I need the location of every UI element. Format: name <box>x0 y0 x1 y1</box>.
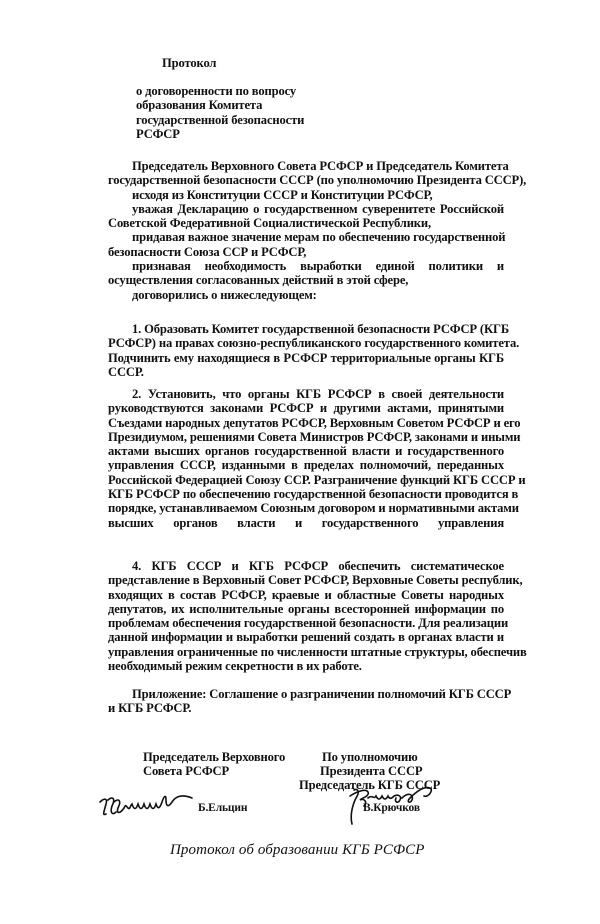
appendix-paragraph <box>108 687 512 716</box>
signatory-name: Б.Ельцин <box>198 802 248 814</box>
text-line: данной информации и выработки решений создать в органах власти и <box>108 630 504 645</box>
yeltsin-signature-icon <box>96 788 196 822</box>
preamble-paragraph <box>108 159 527 302</box>
text-line: высших органов власти и государственного управления <box>108 515 504 530</box>
item-2-paragraph <box>108 387 526 530</box>
text-line: проблемам обеспечения государственной безопасности. Для реализации <box>108 616 509 631</box>
text-line: управления СССР, изданными в пределах полномочий, переданных <box>108 458 504 473</box>
text-line: Российской Федерацией Союзу ССР. Разграничение функций КГБ СССР и <box>108 472 526 487</box>
subject-line: образования Комитета <box>136 98 263 113</box>
document-caption: Протокол об образовании КГБ РСФСР <box>170 842 425 858</box>
signatory-title: По уполномочию <box>322 750 418 764</box>
item-1-paragraph <box>108 322 520 379</box>
signatory-name: В.Крючков <box>363 802 420 814</box>
signatory-title: Совета РСФСР <box>143 764 229 779</box>
text-line: необходимый режим секретности в их работе. <box>108 659 362 674</box>
text-line: Приложение: Соглашение о разграничении полномочий КГБ СССР <box>132 687 512 701</box>
text-line: уважая Декларацию о государственном суверенитете Российской <box>132 201 504 216</box>
text-line: актами высших органов государственной власти и государственного <box>108 444 504 459</box>
text-line: и КГБ РСФСР. <box>108 701 192 716</box>
text-line: управления ограниченные по численности штатные структуры, обеспечив <box>108 644 527 659</box>
text-line: Подчинить ему находящиеся в РСФСР территориальные органы КГБ <box>108 350 504 365</box>
text-line: Председатель Верховного Совета РСФСР и Председатель Комитета <box>132 159 509 173</box>
subject-line: государственной безопасности <box>136 112 305 127</box>
text-line: представление в Верховный Совет РСФСР, Верховные Советы республик, <box>108 573 523 588</box>
text-line: осуществления согласованных действий в этой сфере, <box>108 273 409 288</box>
text-line: руководствуются законами РСФСР и другими актами, принятыми <box>108 401 504 416</box>
text-line: договорились о нижеследующем: <box>132 287 317 302</box>
text-line: Президиумом, решениями Совета Министров РСФСР, законами и иными <box>108 429 521 444</box>
text-line: признавая необходимость выработки единой политики и <box>132 259 504 274</box>
text-line: РСФСР) на правах союзно-республиканского государственного комитета. <box>108 336 520 351</box>
signatory-title: Председатель Верховного <box>143 750 286 764</box>
text-line: государственной безопасности СССР (по уполномочию Президента СССР), <box>108 173 527 188</box>
signature-block-left <box>143 750 285 779</box>
text-line: КГБ РСФСР по обеспечению государственной безопасности проводится в <box>108 487 519 502</box>
text-line: придавая важное значение мерам по обеспечению государственной <box>132 230 506 245</box>
text-line: Советской Федеративной Социалистической Республики, <box>108 216 432 231</box>
document-subject <box>136 84 304 141</box>
text-line: 4. КГБ СССР и КГБ РСФСР обеспечить систематическое <box>132 559 504 573</box>
signatory-title: Президента СССР <box>320 764 423 778</box>
subject-line: о договоренности по вопросу <box>136 84 297 98</box>
item-4-paragraph <box>108 559 527 674</box>
text-line: 2. Установить, что органы КГБ РСФСР в своей деятельности <box>132 387 504 401</box>
text-line: порядке, устанавливаемом Союзным договором и нормативными актами <box>108 501 519 516</box>
text-line: входящих в состав РСФСР, краевые и областные Советы народных <box>108 587 504 602</box>
text-line: 1. Образовать Комитет государственной безопасности РСФСР (КГБ <box>132 322 509 336</box>
text-line: Съездами народных депутатов РСФСР, Верховным Советом РСФСР и его <box>108 415 521 430</box>
text-line: исходя из Конституции СССР и Конституции РСФСР, <box>132 187 433 202</box>
text-line: депутатов, их исполнительные органы всесторонней информации по <box>108 601 504 616</box>
signatory-title: Председатель КГБ СССР <box>299 778 441 792</box>
document-title: Протокол <box>162 56 217 70</box>
subject-line: РСФСР <box>136 126 180 141</box>
text-line: СССР. <box>108 364 144 379</box>
text-line: безопасности Союза ССР и РСФСР, <box>108 244 307 259</box>
